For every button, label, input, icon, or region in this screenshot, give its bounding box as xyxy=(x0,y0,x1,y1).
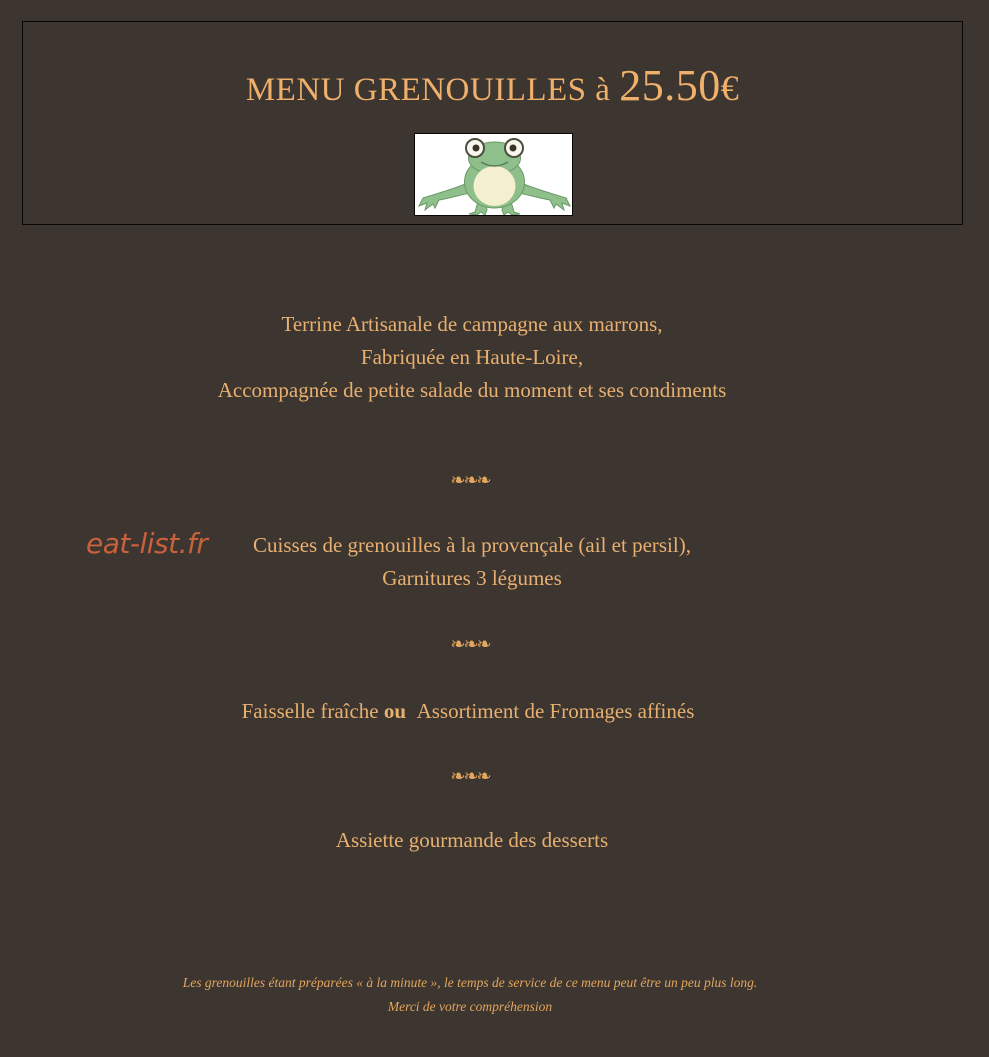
cheese-option-b: Assortiment de Fromages affinés xyxy=(416,699,695,723)
frog-image xyxy=(414,133,573,216)
footer-line-1: Les grenouilles étant préparées « à la minute », le temps de service de ce menu peut être un peu plus long. xyxy=(182,975,758,990)
footer-note xyxy=(0,975,940,1015)
main-course xyxy=(0,529,944,595)
starter-line-2: Fabriquée en Haute-Loire, xyxy=(360,345,584,369)
cheese-option-a: Faisselle fraîche xyxy=(241,699,384,723)
main-line-1: Cuisses de grenouilles à la provençale (ail et persil), xyxy=(253,533,691,557)
menu-header xyxy=(22,21,963,225)
starter-line-1: Terrine Artisanale de campagne aux marrons, xyxy=(281,312,663,336)
footer-line-2: Merci de votre compréhension xyxy=(387,999,553,1014)
divider-ornament: ❧❧❧ xyxy=(450,766,490,786)
dessert-course: Assiette gourmande des desserts xyxy=(335,828,609,852)
frog-icon xyxy=(415,134,573,216)
menu-currency: € xyxy=(720,68,740,108)
watermark: eat-list.fr xyxy=(86,527,208,560)
cheese-or: ou xyxy=(383,699,407,723)
menu-price: 25.50 xyxy=(619,61,721,110)
starter-line-3: Accompagnée de petite salade du moment et ses condiments xyxy=(217,378,727,402)
divider-ornament: ❧❧❧ xyxy=(450,634,490,654)
cheese-course xyxy=(0,695,940,728)
menu-title-text: MENU GRENOUILLES à xyxy=(245,72,620,108)
menu-title xyxy=(23,60,962,111)
divider-ornament: ❧❧❧ xyxy=(450,470,490,490)
main-line-2: Garnitures 3 légumes xyxy=(382,566,562,590)
starter-course xyxy=(0,308,944,407)
